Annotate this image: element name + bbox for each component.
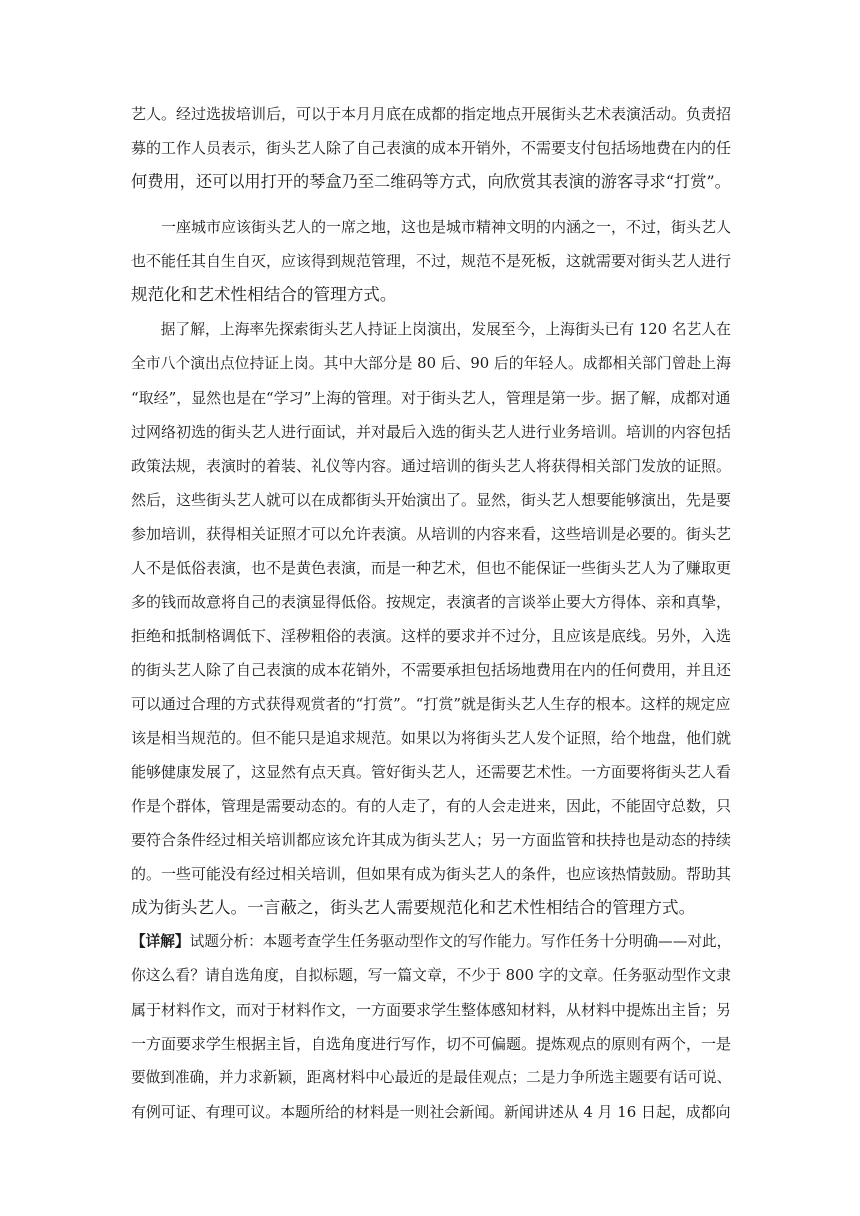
detail-tag: 【详解】 xyxy=(131,933,190,950)
text-line: 也不能任其自生自灭，应该得到规范管理，不过，规范不是死板，这就需要对街头艺人进行 xyxy=(131,252,732,270)
text-line: 据了解，上海率先探索街头艺人持证上岗演出，发展至今，上海街头已有 120 名艺人在 xyxy=(131,321,731,338)
text-line: 的。一些可能没有经过相关培训，但如果有成为街头艺人的条件，也应该热情鼓励。帮助其 xyxy=(131,865,732,883)
text-line: 作是个群体，管理是需要动态的。有的人走了，有的人会走进来，因此，不能固守总数，只 xyxy=(131,797,732,815)
detail-line xyxy=(131,925,731,959)
text-line: 过网络初选的街头艺人进行面试，并对最后入选的街头艺人进行业务培训。培训的内容包括 xyxy=(131,423,732,441)
text-line: 要做到准确，并力求新颖，距离材料中心最近的是最佳观点；二是力争所选主题要有话可说、 xyxy=(131,1069,732,1086)
text-line: 艺人。经过选拔培训后，可以于本月月底在成都的指定地点开展街头艺术表演活动。负责招 xyxy=(131,105,732,123)
detail-text: 试题分析：本题考查学生任务驱动型作文的写作能力。写作任务十分明确——对此， xyxy=(189,933,732,950)
text-line: 拒绝和抵制格调低下、淫秽粗俗的表演。这样的要求并不过分，且应该是底线。另外，入选 xyxy=(131,627,732,645)
text-line: “取经”，显然也是在“学习”上海的管理。对于街头艺人，管理是第一步。据了解，成都对通 xyxy=(131,389,731,407)
text-line: 可以通过合理的方式获得观赏者的“打赏”。“打赏”就是街头艺人生存的根本。这样的规定应 xyxy=(131,695,731,713)
text-line: 有例可证、有理可议。本题所给的材料是一则社会新闻。新闻讲述从 4 月 16 日起，成都向 xyxy=(131,1103,731,1121)
text-line: 人不是低俗表演，也不是黄色表演，而是一种艺术，但也不能保证一些街头艺人为了赚取更 xyxy=(131,559,732,577)
text-line: 成为街头艺人。一言蔽之，街头艺人需要规范化和艺术性相结合的管理方式。 xyxy=(131,898,696,917)
text-line: 的街头艺人除了自己表演的成本花销外，不需要承担包括场地费用在内的任何费用，并且还 xyxy=(131,661,732,679)
text-line: 能够健康发展了，这显然有点天真。管好街头艺人，还需要艺术性。一方面要将街头艺人看 xyxy=(131,763,732,781)
text-line: 然后，这些街头艺人就可以在成都街头开始演出了。显然，街头艺人想要能够演出，先是要 xyxy=(131,491,732,509)
text-line: 属于材料作文，而对于材料作文，一方面要求学生整体感知材料，从材料中提炼出主旨；另 xyxy=(131,1001,732,1019)
text-line: 一方面要求学生根据主旨，自选角度进行写作，切不可偏题。提炼观点的原则有两个，一是 xyxy=(131,1035,732,1053)
text-line: 一座城市应该街头艺人的一席之地，这也是城市精神文明的内涵之一，不过，街头艺人 xyxy=(131,218,732,236)
text-line: 全市八个演出点位持证上岗。其中大部分是 80 后、90 后的年轻人。成都相关部门曾赴上海 xyxy=(131,355,731,372)
text-line: 政策法规，表演时的着装、礼仪等内容。通过培训的街头艺人将获得相关部门发放的证照。 xyxy=(131,457,732,475)
text-line: 多的钱而故意将自己的表演显得低俗。按规定，表演者的言谈举止要大方得体、亲和真挚， xyxy=(131,593,732,611)
text-line: 要符合条件经过相关培训都应该允许其成为街头艺人；另一方面监管和扶持也是动态的持续 xyxy=(131,831,732,849)
text-line: 该是相当规范的。但不能只是追求规范。如果以为将街头艺人发个证照，给个地盘，他们就 xyxy=(131,729,732,747)
text-line: 规范化和艺术性相结合的管理方式。 xyxy=(131,285,397,304)
text-line: 你这么看？请自选角度，自拟标题，写一篇文章，不少于 800 字的文章。任务驱动型作文隶 xyxy=(131,967,731,984)
text-line: 参加培训，获得相关证照才可以允许表演。从培训的内容来看，这些培训是必要的。街头艺 xyxy=(131,525,732,543)
text-line: 何费用，还可以用打开的琴盒乃至二维码等方式，向欣赏其表演的游客寻求“打赏”。 xyxy=(131,172,731,191)
text-line: 募的工作人员表示，街头艺人除了自己表演的成本开销外，不需要支付包括场地费在内的任 xyxy=(131,139,732,157)
